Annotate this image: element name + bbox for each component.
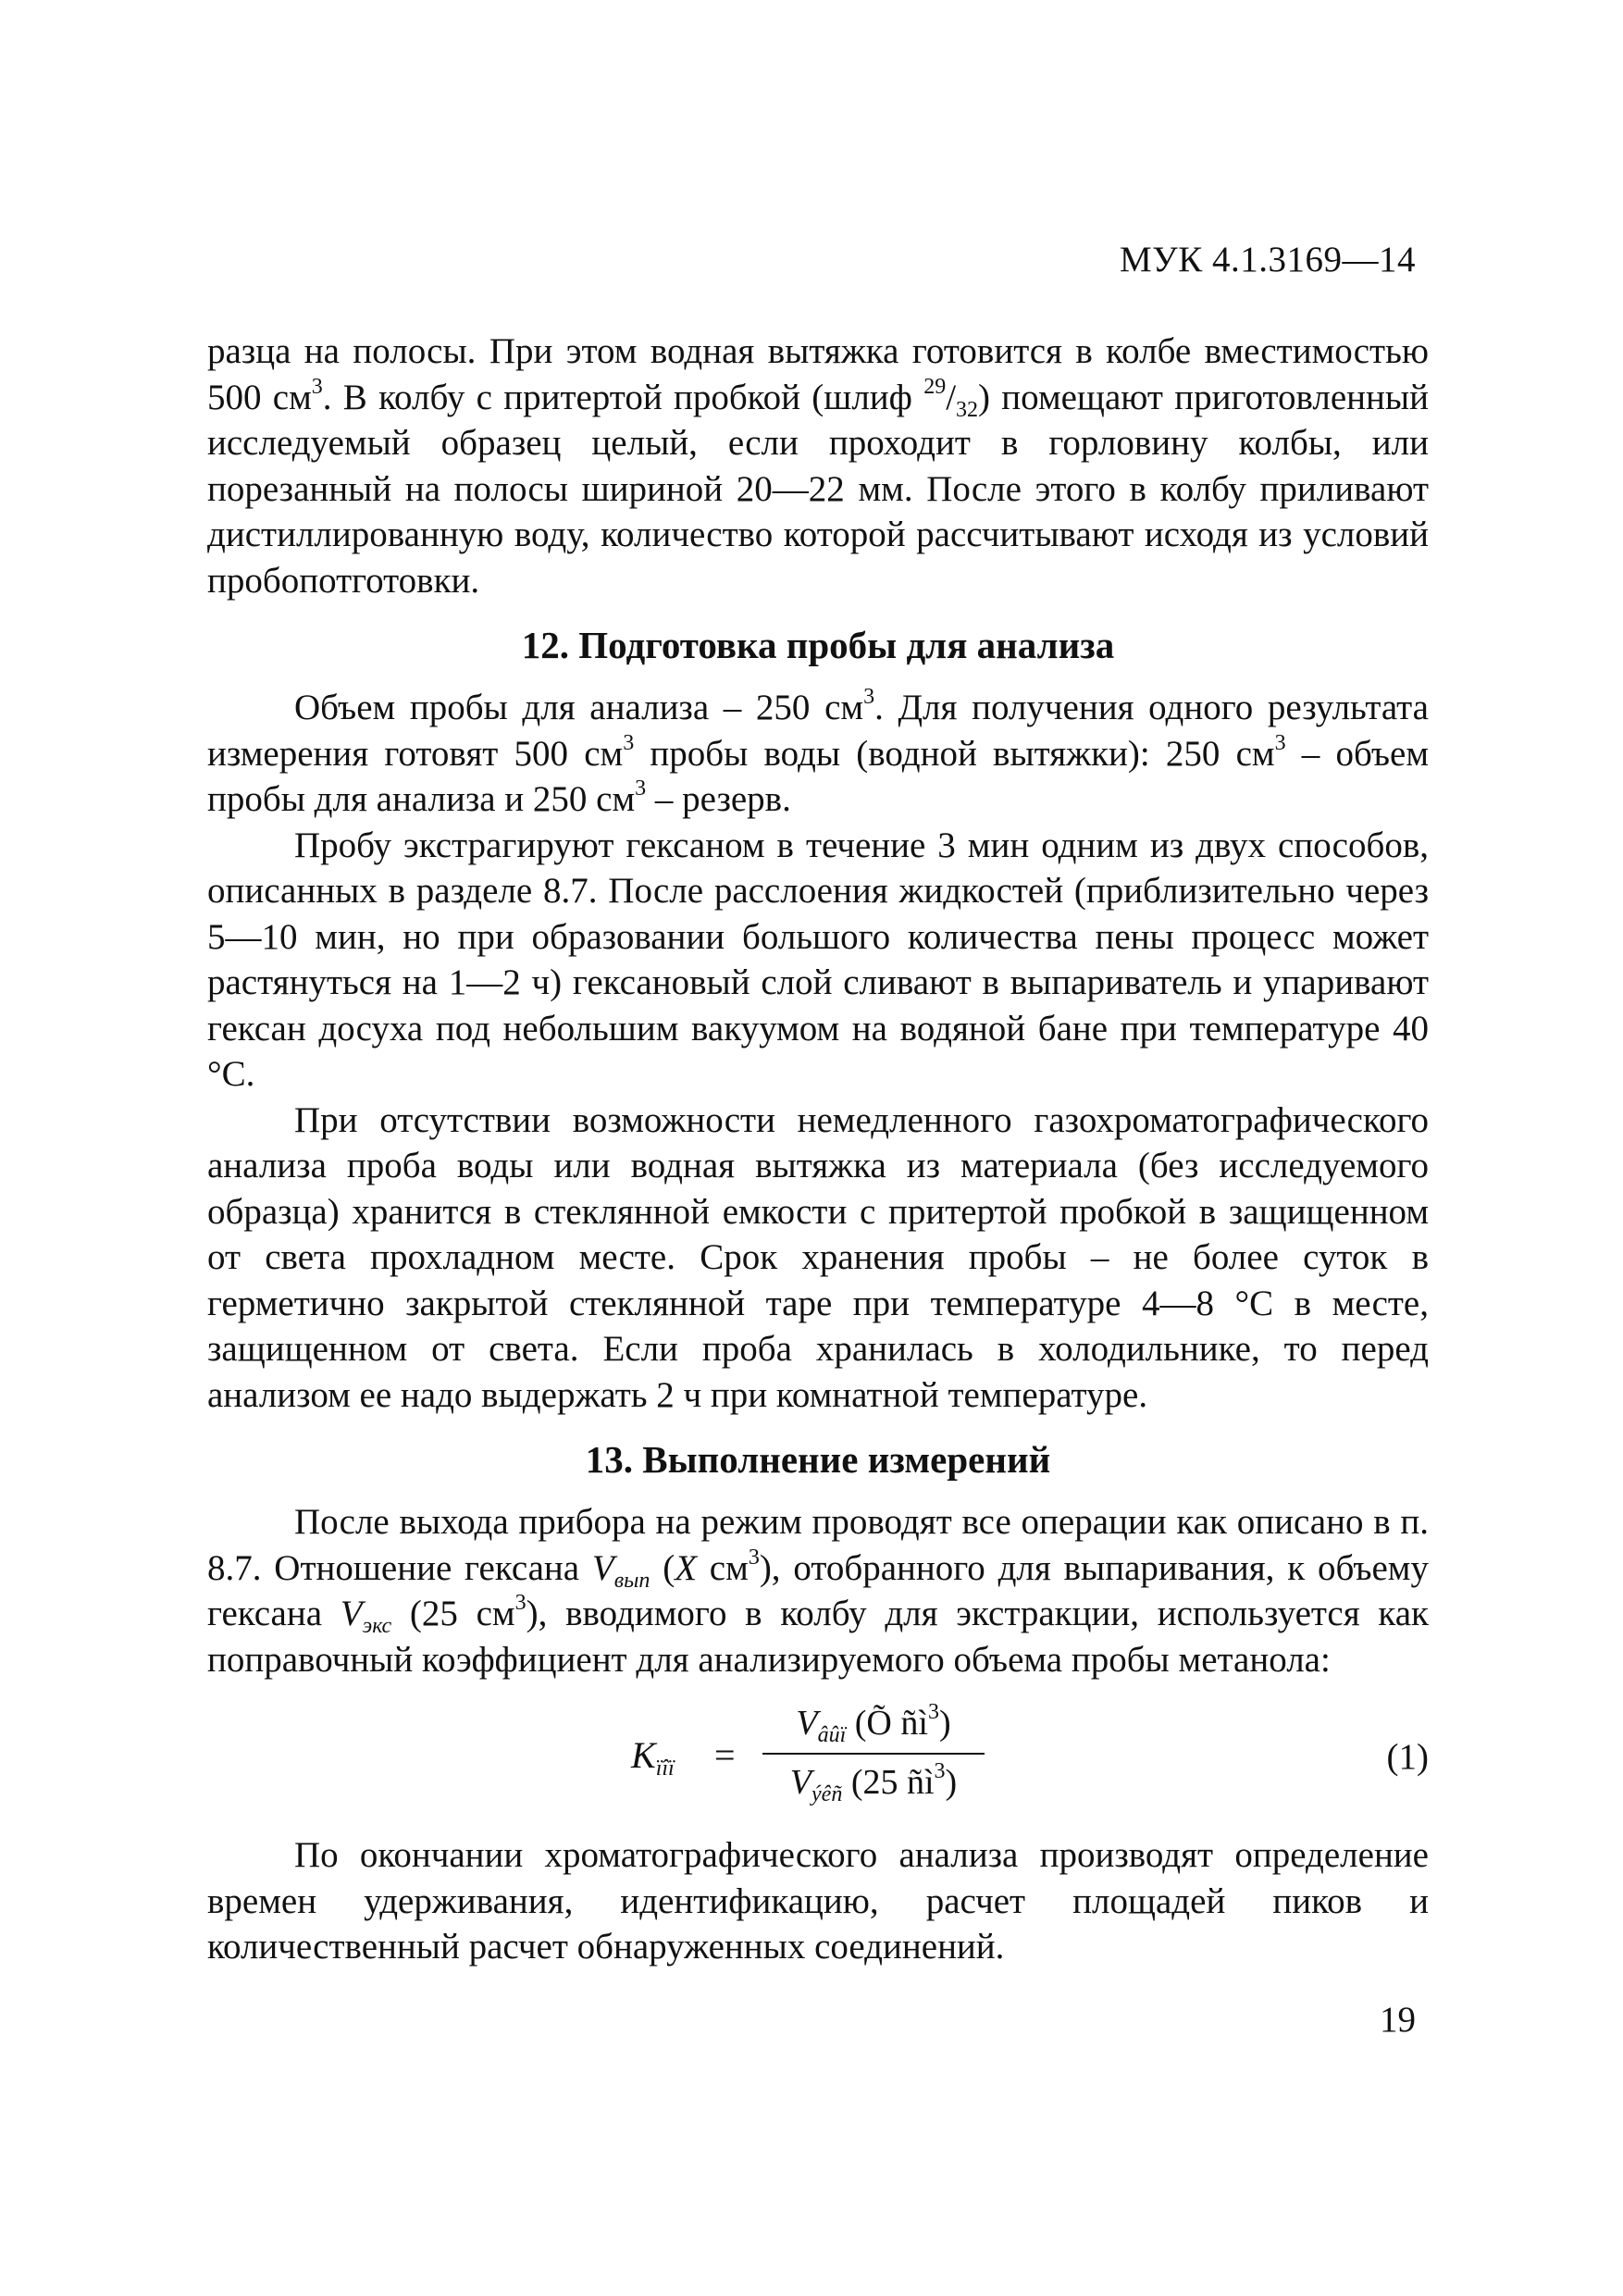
section-13-paragraph-2: По окончании хроматографического анализа производят определение времен удерживания, идентификацию, расчет площадей пиков и количественный расчет обнаруженных соединений. [207,1835,1429,1967]
formula-numerator: $V_{âûï}$ (Õ $ñì^3$) [762,1699,985,1755]
section-12-heading: 12. Подготовка пробы для анализа [521,624,1115,666]
var-v-eks: $V_{экс}$ [340,1594,392,1638]
formula-denominator: $V_{ýêñ}$ (25 $ñì^3$) [789,1759,958,1806]
formula-fraction [762,1699,985,1806]
section-13-heading: 13. Выполнение измерений [585,1438,1051,1481]
section-12-paragraph-3: При отсутствии возможности немедленного газохроматографического анализа проба воды или водная вытяжка из материала (без исследуемого образца) хранится в стеклянной емкости с притертой пробкой в защищенном от света прохладном месте. Срок хранения пробы – не более суток в герметично закрытой стеклянной таре при температуре 4—8 °С в месте, защищенном от света. Если проба хранилась в холодильнике, то перед анализом ее надо выдержать 2 ч при комнатной температуре. [207,1099,1429,1415]
document-code-header: МУК 4.1.3169—14 [1119,240,1416,279]
formula-1 [207,1699,1429,1812]
formula-number: (1) [1386,1737,1429,1777]
var-v-vyp: $V_{вып}$ [591,1547,650,1593]
section-13-paragraph-1: После выхода прибора на режим проводят все операции как описано в п. 8.7. Отношение гексана $V_{вып}$ (X $см^3$), отобранного для выпаривания, к объему гексана $V_{экс}$ (25 $см^3$), вводимого в колбу для экстракции, используется как поправочный коэффициент для анализируемого объема пробы метанола: [207,1502,1429,1680]
formula-equals: = [714,1734,736,1776]
formula-lhs: $K_{ïîï}$ [631,1734,675,1781]
section-12-paragraph-1: Объем пробы для анализа – 250 $см^3$. Для получения одного результата измерения готовят 500 $см^3$ пробы воды (водной вытяжки): 250 $см^3$ – объем пробы для анализа и 250 $см^3$ – резерв. [207,685,1430,819]
paragraph-continuation: разца на полосы. При этом водная вытяжка готовится в колбе вместимостью 500 $см^3$. В колбу с притертой пробкой (шлиф $^{29}/_{32}$) помещают приготовленный исследуемый образец целый, если проходит в горловину колбы, или порезанный на полосы шириной 20—22 мм. После этого в колбу приливают дистиллированную воду, количество которой рассчитывают исходя из условий пробопотготовки. [207,331,1429,601]
page-number: 19 [1380,2000,1416,2040]
section-12-paragraph-2: Пробу экстрагируют гексаном в течение 3 мин одним из двух способов, описанных в разделе 8.7. После расслоения жидкостей (приблизительно через 5—10 мин, но при образовании большого количества пены процесс может растянуться на 1—2 ч) гексановый слой сливают в выпариватель и упаривают гексан досуха под небольшим вакуумом на водяной бане при температуре 40 °С. [207,825,1429,1094]
page-content [207,329,1429,1970]
